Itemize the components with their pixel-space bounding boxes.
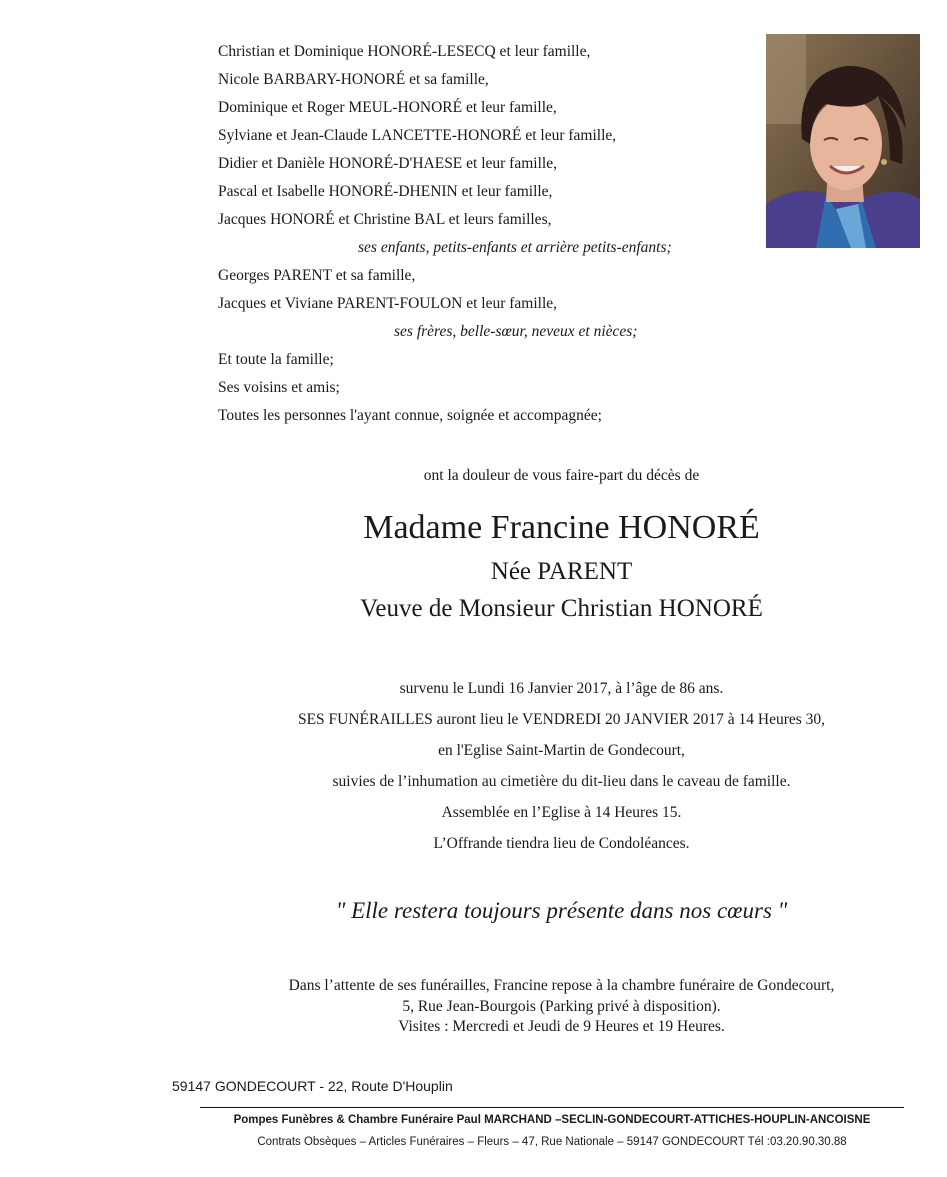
detail-line: suivies de l’inhumation au cimetière du dit-lieu dans le caveau de famille. <box>332 773 791 790</box>
family-line: Jacques et Viviane PARENT-FOULON et leur famille, <box>218 295 558 312</box>
announcement-intro: ont la douleur de vous faire-part du décès de <box>423 467 700 484</box>
widow-of: Veuve de Monsieur Christian HONORÉ <box>360 595 763 622</box>
maiden-name: Née PARENT <box>490 558 633 585</box>
visit-line: 5, Rue Jean-Bourgois (Parking privé à disposition). <box>402 998 721 1015</box>
footer-company: Pompes Funèbres & Chambre Funéraire Paul MARCHAND –SECLIN-GONDECOURT-ATTICHES-HOUPLIN-ANCOISNE <box>233 1114 871 1126</box>
family-line: Et toute la famille; <box>218 351 334 368</box>
family-line: Jacques HONORÉ et Christine BAL et leurs familles, <box>218 211 552 228</box>
portrait-photo <box>766 34 920 248</box>
address: 59147 GONDECOURT - 22, Route D'Houplin <box>172 1078 453 1094</box>
detail-line: en l'Eglise Saint-Martin de Gondecourt, <box>438 742 685 759</box>
deceased-name: Madame Francine HONORÉ <box>363 509 760 546</box>
detail-line: L’Offrande tiendra lieu de Condoléances. <box>433 835 690 852</box>
detail-line: Assemblée en l’Eglise à 14 Heures 15. <box>441 804 682 821</box>
family-line: Pascal et Isabelle HONORÉ-DHENIN et leur famille, <box>218 183 553 200</box>
memorial-quote: " Elle restera toujours présente dans nos cœurs " <box>335 898 788 923</box>
family-line: Sylviane et Jean-Claude LANCETTE-HONORÉ et leur famille, <box>218 127 617 144</box>
visit-line: Visites : Mercredi et Jeudi de 9 Heures et 19 Heures. <box>398 1018 725 1035</box>
family-line: Didier et Danièle HONORÉ-D'HAESE et leur famille, <box>218 155 557 172</box>
family-line: Ses voisins et amis; <box>218 379 340 396</box>
footer-services: Contrats Obsèques – Articles Funéraires – Fleurs – 47, Rue Nationale – 59147 GONDECOURT Tél :03.20.90.30.88 <box>257 1136 847 1148</box>
family-line: Christian et Dominique HONORÉ-LESECQ et leur famille, <box>218 43 591 60</box>
family-line: Toutes les personnes l'ayant connue, soignée et accompagnée; <box>218 407 602 424</box>
family-group-label: ses enfants, petits-enfants et arrière petits-enfants; <box>358 239 672 256</box>
family-line: Nicole BARBARY-HONORÉ et sa famille, <box>218 71 489 88</box>
family-line: Dominique et Roger MEUL-HONORÉ et leur famille, <box>218 99 557 116</box>
detail-line: survenu le Lundi 16 Janvier 2017, à l’âge de 86 ans. <box>399 680 724 697</box>
detail-line: SES FUNÉRAILLES auront lieu le VENDREDI 20 JANVIER 2017 à 14 Heures 30, <box>297 711 826 728</box>
family-line: Georges PARENT et sa famille, <box>218 267 416 284</box>
footer-divider <box>200 1107 904 1108</box>
family-group-label: ses frères, belle-sœur, neveux et nièces; <box>394 323 638 340</box>
visit-line: Dans l’attente de ses funérailles, Francine repose à la chambre funéraire de Gondecourt, <box>288 977 835 994</box>
